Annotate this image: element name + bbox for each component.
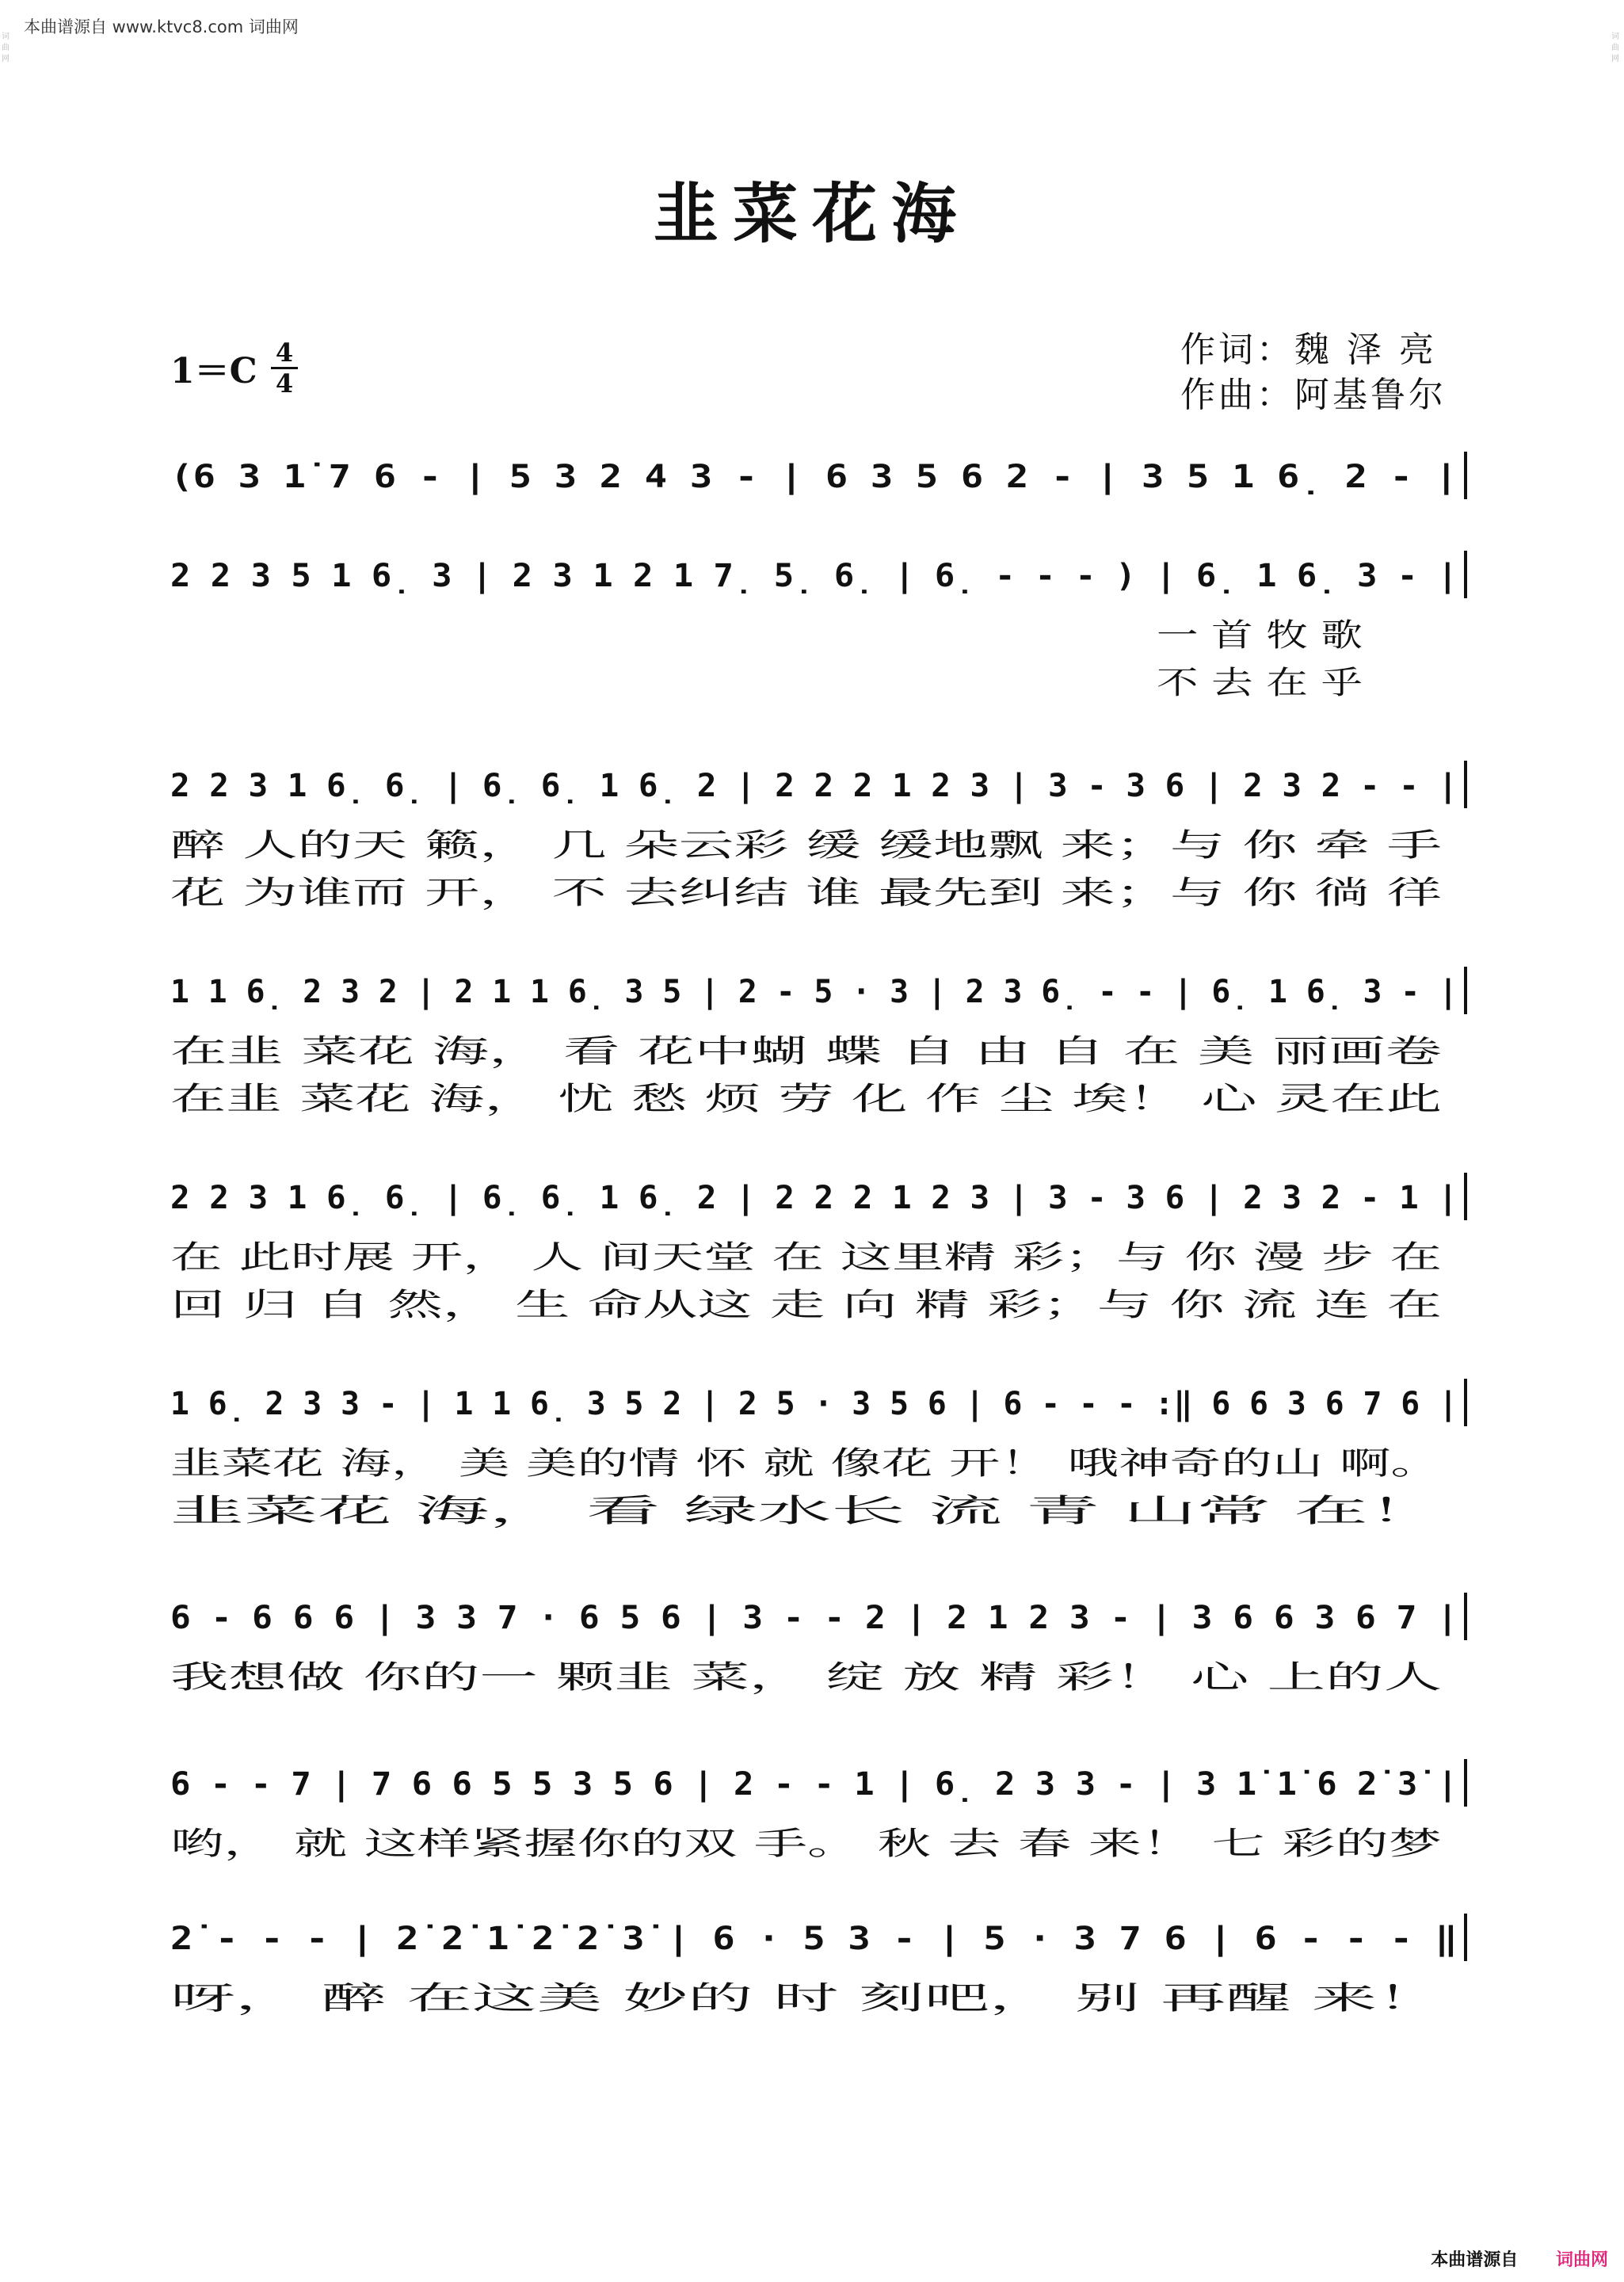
notation-line: 2 2 3 1 6̣ 6̣ | 6̣ 6̣ 1 6̣ 2 | 2 2 2 1 2 3 | 3 - 3 6 | 2 3 2 - 1 | — [170, 1180, 1430, 1216]
composer-credit: 作曲：阿基鲁尔 — [1180, 375, 1447, 415]
lyric-line: 韭菜花 海， 美 美的情 怀 就 像花 开！ 哦神奇的山 啊。 — [170, 1445, 1442, 1482]
lyric-line: 在 此时展 开， 人 间天堂 在 这里精 彩；与 你 漫 步 在 — [170, 1239, 1442, 1276]
notation-line: 2 2 3 5 1 6̣ 3 | 2 3 1 2 1 7̣ 5̣ 6̣ | 6̣ - - - ) | 6̣ 1 6̣ 3 - | — [170, 558, 1392, 594]
lyricist-credit: 作词：魏 泽 亮 — [1180, 330, 1437, 370]
lyric-line: 回 归 自 然， 生 命从这 走 向 精 彩；与 你 流 连 在 — [170, 1287, 1442, 1323]
notation-line: 1 6̣ 2 3 3 - | 1 1 6̣ 3 5 2 | 2 5 · 3 5 6 | 6 - - - :‖ 6 6 3 6 7 6 | — [170, 1386, 1468, 1422]
lyric-line: 哟， 就 这样紧握你的双 手。 秋 去 春 来！ 七 彩的梦 — [170, 1826, 1442, 1862]
footer-logo: 词曲网 — [1555, 2250, 1608, 2270]
notation-line: 6 - - 7 | 7 6 6 5 5 3 5 6 | 2 - - 1 | 6̣ 2 3 3 - | 3 1̇ 1̇ 6 2̇ 3̇ | — [170, 1766, 1392, 1803]
key-signature: 1＝C — [170, 351, 257, 391]
time-signature-bottom: 4 — [275, 368, 294, 399]
lyric-line: 我想做 你的一 颗韭 菜， 绽 放 精 彩！ 心 上的人 — [170, 1659, 1442, 1696]
lyric-line: 呀， 醉 在这美 妙的 时 刻吧， 别 再醒 来！ — [170, 1980, 1442, 2017]
side-watermark-left: 词曲网 — [2, 32, 10, 63]
lyric-line: 在韭 菜花 海， 忧 愁 烦 劳 化 作 尘 埃！ 心 灵在此 — [170, 1081, 1442, 1117]
song-title: 韭菜花海 — [653, 176, 970, 252]
notation-line: 2̇ - - - | 2̇ 2̇ 1̇ 2̇ 2̇ 3̇ | 6 · 5 3 - | 5 · 3 7 6 | 6 - - - ‖ — [170, 1921, 1258, 1957]
lyric-line: 一 首 牧 歌 — [1157, 617, 1363, 654]
lyric-line: 不 去 在 乎 — [1157, 665, 1363, 701]
notation-line: 6 - 6 6 6 | 3 3 7 · 6 5 6 | 3 - - 2 | 2 1 2 3 - | 3 6 6 3 6 7 | — [170, 1600, 1373, 1636]
footer-source: 本曲谱源自 — [1431, 2250, 1519, 2270]
notation-line: 1 1 6̣ 2 3 2 | 2 1 1 6̣ 3 5 | 2 - 5 · 3 | 2 3 6̣ - - | 6̣ 1 6̣ 3 - | — [170, 974, 1468, 1010]
lyric-line: 韭菜花 海， 看 绿水长 流 青 山常 在！ — [170, 1493, 1442, 1529]
time-signature-top: 4 — [275, 338, 294, 368]
lyric-line: 花 为谁而 开， 不 去纠结 谁 最先到 来；与 你 徜 徉 — [170, 875, 1442, 911]
notation-line: (6 3 1̇ 7 6 - | 5 3 2 4 3 - | 6 3 5 6 2 - | 3 5 1 6̣ 2 - | — [170, 459, 1258, 495]
side-watermark-right: 词曲网 — [1611, 32, 1619, 63]
source-line: 本曲谱源自 www.ktvc8.com 词曲网 — [24, 17, 299, 36]
footer — [1431, 2246, 1608, 2271]
lyric-line: 在韭 菜花 海， 看 花中蝴 蝶 自 由 自 在 美 丽画卷 — [170, 1033, 1442, 1070]
lyric-line: 醉 人的天 籁， 几 朵云彩 缓 缓地飘 来；与 你 牵 手 — [170, 827, 1442, 864]
notation-line: 2 2 3 1 6̣ 6̣ | 6̣ 6̣ 1 6̣ 2 | 2 2 2 1 2 3 | 3 - 3 6 | 2 3 2 - - | — [170, 768, 1430, 804]
